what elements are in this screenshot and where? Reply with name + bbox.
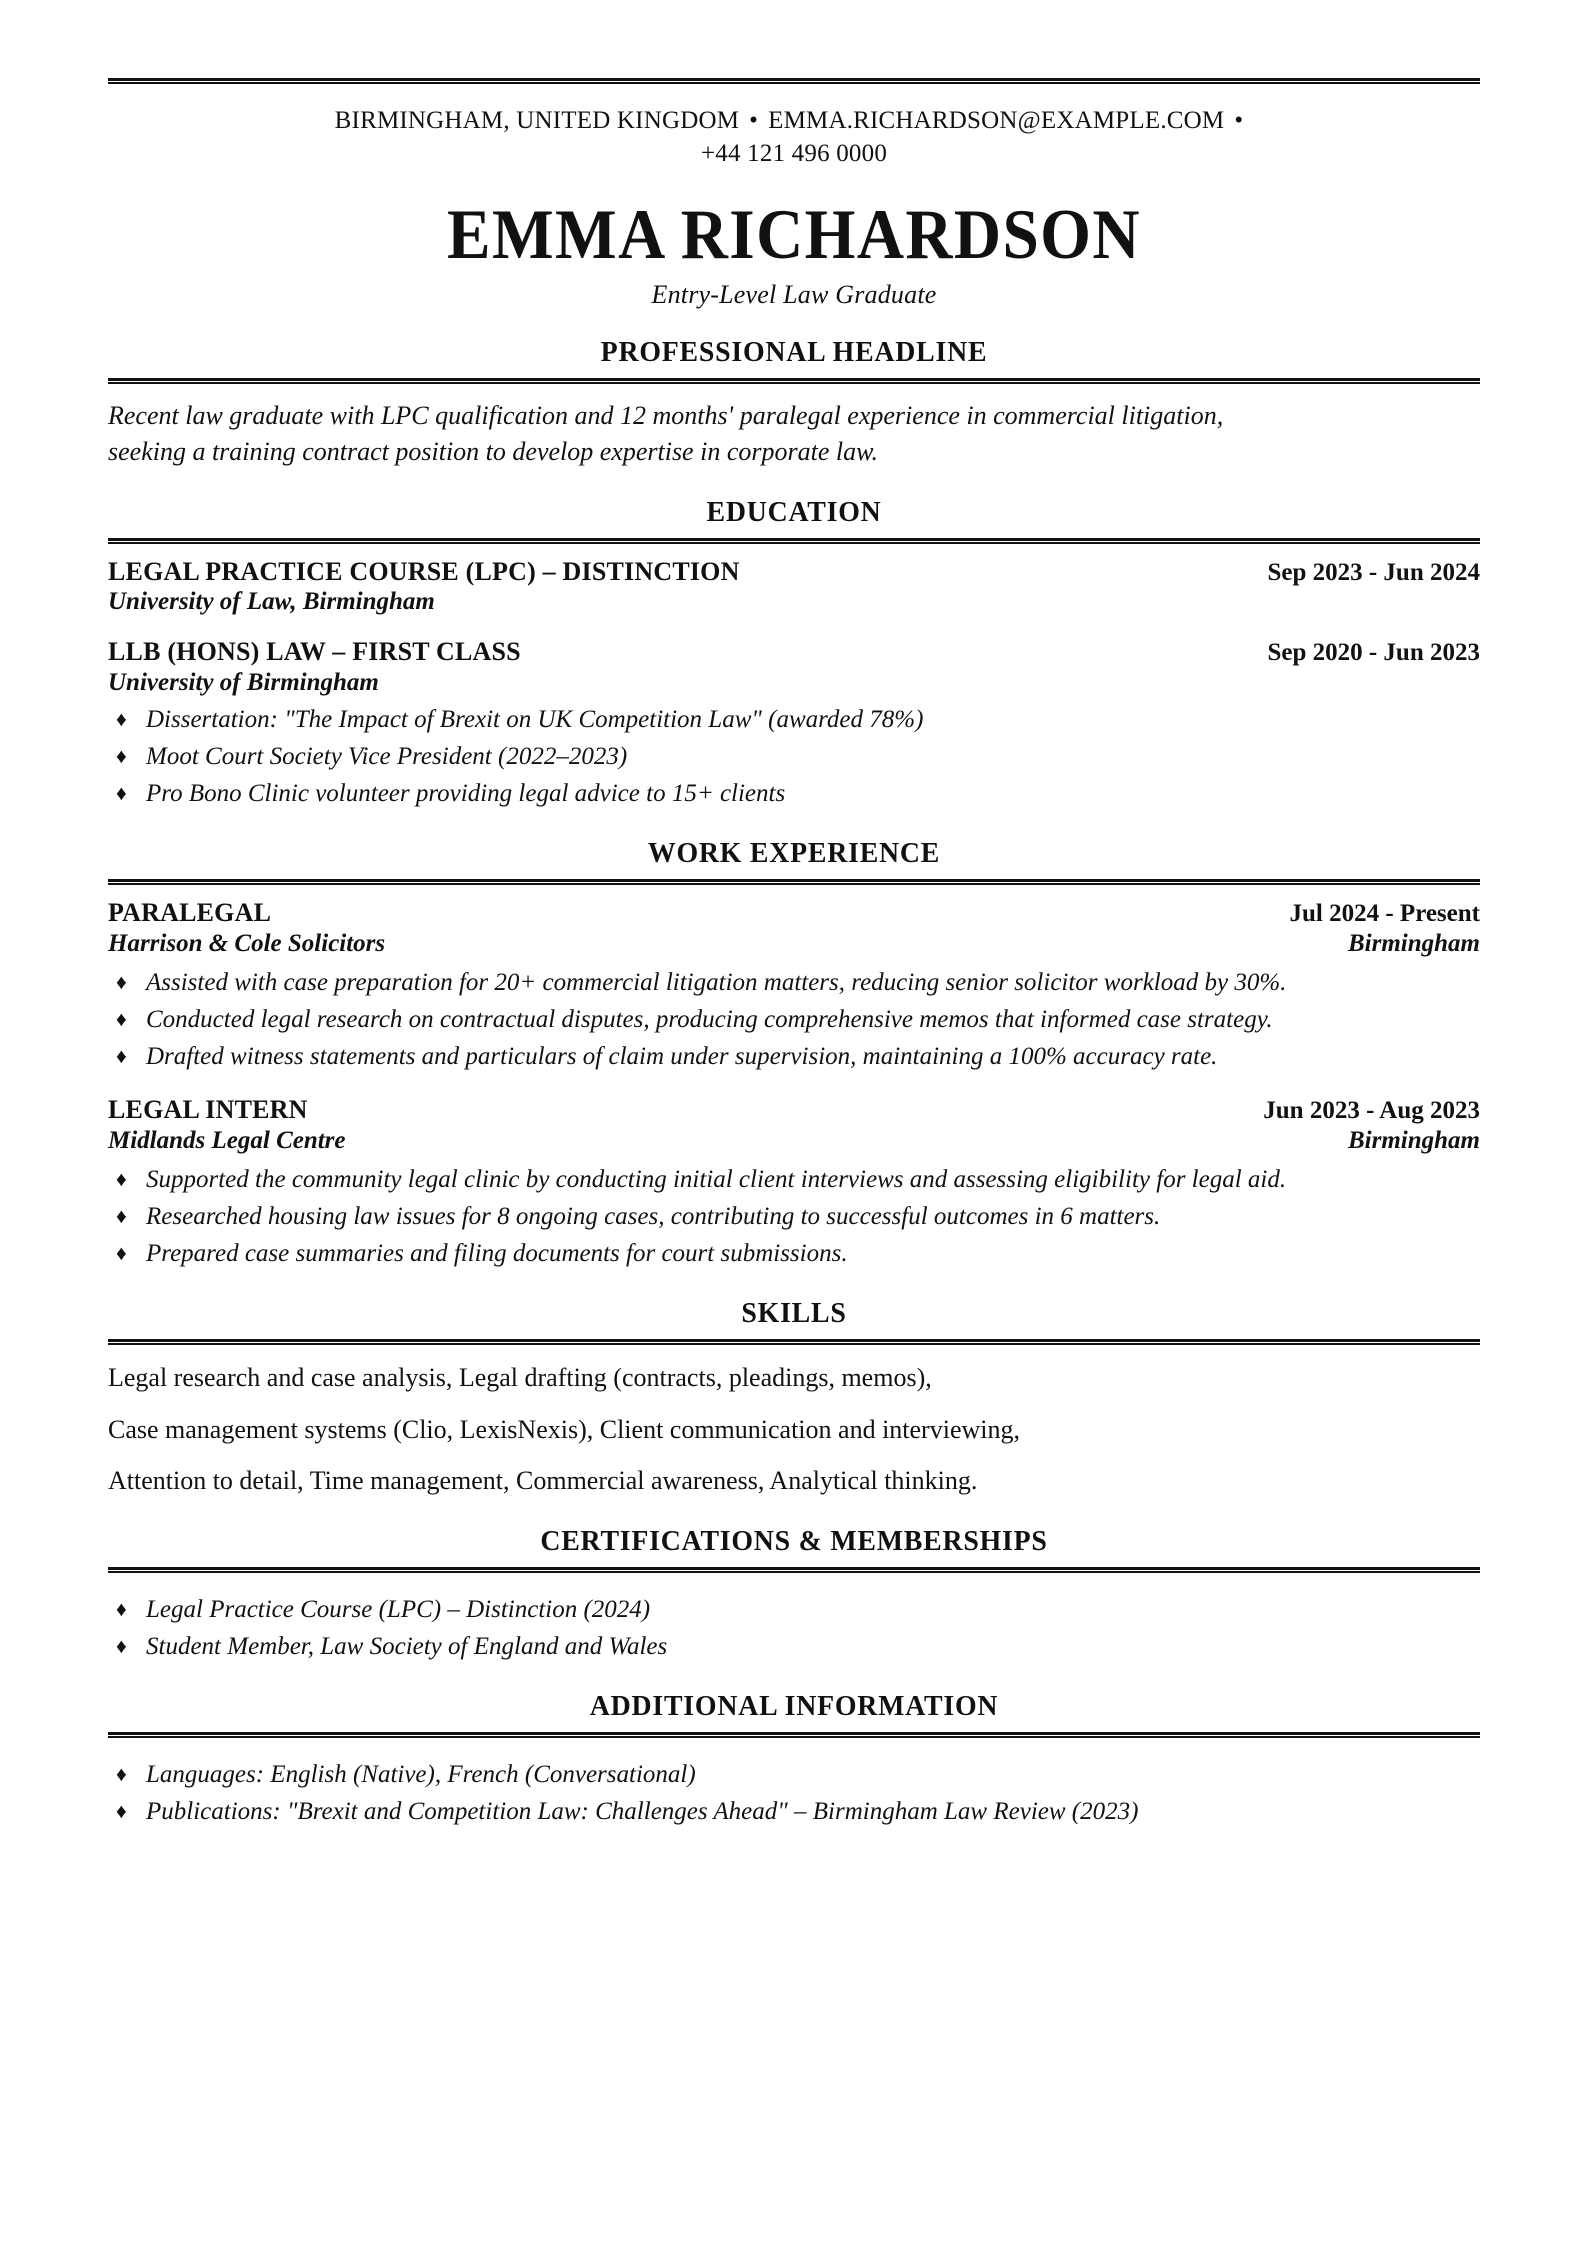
experience-entry [108,897,1480,1074]
section-work-experience [108,837,1480,1271]
list-item [108,1795,1480,1829]
education-school: University of Birmingham [108,668,379,696]
additional-list [108,1758,1480,1829]
list-item [108,1163,1480,1197]
education-entry [108,556,1480,617]
list-item [108,1040,1480,1074]
experience-dates: Jun 2023 - Aug 2023 [1263,1096,1480,1124]
education-dates: Sep 2020 - Jun 2023 [1267,639,1480,667]
education-entry [108,636,1480,811]
diamond-bullet-icon: ♦ [116,706,127,731]
list-item-text: Prepared case summaries and filing documents for court submissions. [146,1239,848,1267]
experience-dates: Jul 2024 - Present [1289,899,1480,927]
experience-role: LEGAL INTERN [108,1094,308,1124]
list-item-text: Conducted legal research on contractual disputes, producing comprehensive memos that informed case strategy. [146,1005,1273,1033]
education-degree: LLB (HONS) LAW – FIRST CLASS [108,637,521,667]
section-skills [108,1297,1480,1499]
contact-phone[interactable]: +44 121 496 0000 [700,140,888,167]
experience-bullet-list [108,1163,1480,1271]
contact-separator-2: • [1234,107,1244,134]
list-item [108,966,1480,1000]
header-top-divider [108,78,1480,84]
list-item-text: Student Member, Law Society of England and Wales [146,1633,668,1661]
list-item [108,1758,1480,1792]
experience-role: PARALEGAL [108,897,272,927]
certifications-list [108,1593,1480,1664]
contact-email[interactable]: EMMA.RICHARDSON@EXAMPLE.COM [768,107,1225,134]
section-education [108,496,1480,811]
diamond-bullet-icon: ♦ [116,1006,127,1031]
diamond-bullet-icon: ♦ [116,969,127,994]
diamond-bullet-icon: ♦ [116,1240,127,1265]
list-item [108,1003,1480,1037]
contact-location: BIRMINGHAM, UNITED KINGDOM [334,107,740,134]
section-title-skills: SKILLS [741,1296,847,1329]
headline-text-line-2: seeking a training contract position to develop expertise in corporate law. [108,436,878,466]
list-item [108,1593,1480,1627]
diamond-bullet-icon: ♦ [116,1166,127,1191]
list-item [108,1630,1480,1664]
professional-subtitle: Entry-Level Law Graduate [651,280,937,309]
experience-entry [108,1094,1480,1271]
diamond-bullet-icon: ♦ [116,1203,127,1228]
headline-text-line-1: Recent law graduate with LPC qualification and 12 months' paralegal experience in commercial litigation, [108,401,1224,430]
experience-bullet-list [108,966,1480,1074]
section-professional-headline [108,336,1480,470]
page-title: EMMA RICHARDSON [447,196,1141,274]
diamond-bullet-icon: ♦ [116,743,127,768]
list-item-text: Dissertation: "The Impact of Brexit on UK Competition Law" (awarded 78%) [146,705,924,733]
experience-location: Birmingham [1348,1127,1480,1155]
list-item-text: Supported the community legal clinic by conducting initial client interviews and assessing eligibility for legal aid. [146,1165,1287,1193]
list-item-text: Languages: English (Native), French (Conversational) [146,1761,696,1789]
diamond-bullet-icon: ♦ [116,780,127,805]
list-item-text: Publications: "Brexit and Competition Law: Challenges Ahead" – Birmingham Law Review (2023) [146,1798,1139,1826]
list-item-text: Pro Bono Clinic volunteer providing legal advice to 15+ clients [146,779,786,807]
diamond-bullet-icon: ♦ [116,1799,127,1824]
diamond-bullet-icon: ♦ [116,1597,127,1622]
experience-location: Birmingham [1348,930,1480,958]
skills-line: Case management systems (Clio, LexisNexis), Client communication and interviewing, [108,1414,1020,1444]
experience-employer: Harrison & Cole Solicitors [108,930,386,958]
experience-employer: Midlands Legal Centre [108,1127,346,1155]
list-item-text: Researched housing law issues for 8 ongoing cases, contributing to successful outcomes in 6 matters. [146,1202,1161,1230]
contact-separator-1: • [749,107,759,134]
list-item [108,777,1480,811]
list-item-text: Legal Practice Course (LPC) – Distinction (2024) [146,1596,651,1624]
section-title-headline: PROFESSIONAL HEADLINE [600,336,988,368]
section-title-education: EDUCATION [706,495,882,528]
section-title-certifications: CERTIFICATIONS & MEMBERSHIPS [540,1525,1048,1558]
list-item [108,1237,1480,1271]
education-dates: Sep 2023 - Jun 2024 [1267,558,1480,586]
section-certifications [108,1525,1480,1664]
skills-line: Attention to detail, Time management, Commercial awareness, Analytical thinking. [108,1466,978,1496]
list-item-text: Moot Court Society Vice President (2022–2023) [146,742,628,770]
list-item [108,1200,1480,1234]
section-additional-information [108,1690,1480,1829]
diamond-bullet-icon: ♦ [116,1762,127,1787]
contact-line [108,104,1480,170]
section-title-experience: WORK EXPERIENCE [647,836,941,869]
diamond-bullet-icon: ♦ [116,1043,127,1068]
list-item-text: Assisted with case preparation for 20+ commercial litigation matters, reducing senior solicitor workload by 30%. [146,968,1287,996]
section-title-additional: ADDITIONAL INFORMATION [589,1690,999,1723]
list-item [108,740,1480,774]
education-school: University of Law, Birmingham [108,588,435,616]
list-item-text: Drafted witness statements and particulars of claim under supervision, maintaining a 100% accuracy rate. [146,1042,1218,1070]
education-bullet-list [108,703,1480,811]
diamond-bullet-icon: ♦ [116,1634,127,1659]
education-degree: LEGAL PRACTICE COURSE (LPC) – DISTINCTION [108,556,740,586]
skills-line: Legal research and case analysis, Legal drafting (contracts, pleadings, memos), [108,1362,932,1392]
list-item [108,703,1480,737]
